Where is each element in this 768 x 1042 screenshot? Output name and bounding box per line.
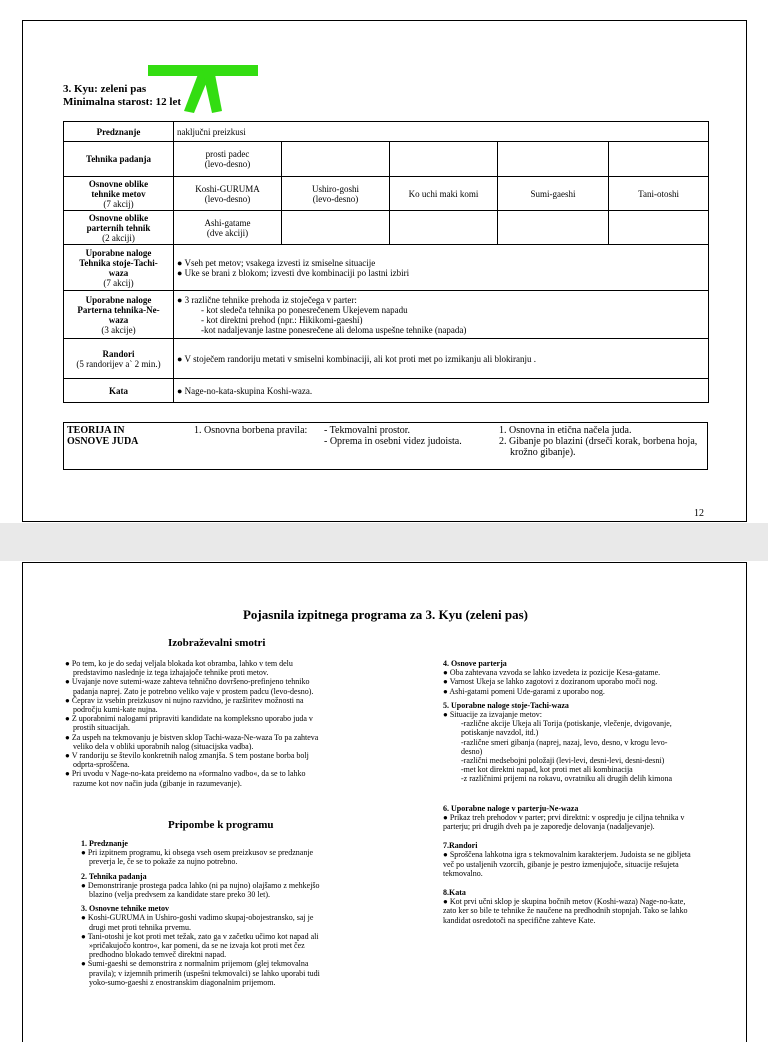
cell xyxy=(174,245,709,291)
row-label: Tehnika padanja xyxy=(64,142,174,177)
note-line: -z različnimi prijemi na rokavu, ovratniku ali drugih delih kimona xyxy=(461,774,673,784)
label-text: parternih tehnik xyxy=(86,222,151,233)
note-line: predhodno blokado temveč direktni napad. xyxy=(89,950,227,960)
note-line: ● Sproščena lahkotna igra s tekmovalnim karakterjem. Judoista se ne gibljeta xyxy=(443,850,691,860)
cell xyxy=(390,211,498,245)
table-row xyxy=(64,122,709,142)
theory-text: 2. Gibanje po blazini (drseči korak, borbena hoja, xyxy=(499,436,698,447)
label-text: tehnike metov xyxy=(91,188,146,199)
note-heading: 4. Osnove parterja xyxy=(443,659,507,668)
theory-col-2 xyxy=(324,425,462,447)
left-column-notes xyxy=(81,839,401,987)
theory-text: 1. Osnovna borbena pravila: xyxy=(194,425,308,436)
page-gap xyxy=(0,523,768,561)
row-label xyxy=(64,291,174,339)
cell-text: ● Vseh pet metov; vsakega izvesti iz smiselne situacije xyxy=(177,257,376,268)
note-line: kandidat osredotoči na specifične zahteve Kate. xyxy=(443,915,596,925)
document-page-12 xyxy=(22,20,747,522)
note-line: več po ustaljenih vzorcih, gibanje je pestro izmenjujoče, situacije rešujeta xyxy=(443,859,679,869)
cell: naključni preizkusi xyxy=(174,122,709,142)
row-label: Kata xyxy=(64,379,174,403)
cell xyxy=(390,142,498,177)
theory-text: 1. Osnovna in etična načela juda. xyxy=(499,425,632,436)
label-text: (5 randorijev a` 2 min.) xyxy=(76,358,161,369)
cell-text: Ushiro-goshi xyxy=(312,183,359,194)
note-heading: 2. Tehnika padanja xyxy=(81,871,147,881)
bullet-line: odprta-sproščena. xyxy=(73,760,130,770)
bullet-line: področju kumi-kate nujna. xyxy=(73,705,158,715)
theory-title xyxy=(67,425,157,447)
cell-text: (levo-desno) xyxy=(312,193,359,204)
theory-col-1 xyxy=(194,425,307,436)
note-line: ● Varnost Ukeja se lahko zagotovi z doziranom uporabo moči nog. xyxy=(443,677,658,687)
bullet-line: padanja naprej. Zato je potrebno veliko vaje v prostem padcu (levo-desno). xyxy=(73,686,314,696)
note-heading: 1. Predznanje xyxy=(81,839,128,848)
label-text: waza xyxy=(108,314,129,325)
note-line: ● Prikaz treh prehodov v parter; prvi direktni: v ospredju je ciljna tehnika v xyxy=(443,812,685,822)
bullet-line: ● Pri uvodu v Nage-no-kata preidemo na »formalno vadbo«, da se to lahko xyxy=(65,769,306,779)
cell-text: (levo-desno) xyxy=(204,193,251,204)
cell: ● Nage-no-kata-skupina Koshi-waza. xyxy=(174,379,709,403)
section-heading: Pripombe k programu xyxy=(168,819,274,831)
table-row xyxy=(64,245,709,291)
left-column-bullets xyxy=(65,659,395,788)
table-row xyxy=(64,177,709,211)
exam-heading xyxy=(63,83,181,109)
bullet-line: ● V randoriju se število konkretnih nalog zmanjša. S tem postane borba bolj xyxy=(65,751,309,761)
note-line: -različni medsebojni položaji (levi-levi, desni-levi, desni-desni) xyxy=(461,756,665,766)
table-row xyxy=(64,339,709,379)
label-text: (7 akcij) xyxy=(103,198,134,209)
note-line: »pričakujočo kontro«, kar pomeni, da se ne izvaja kot proti met čez xyxy=(89,941,305,951)
note-heading: 3. Osnovne tehnike metov xyxy=(81,904,169,914)
cell xyxy=(609,211,709,245)
bullet-line: ● Uvajanje nove sutemi-waze zahteva tehnično dovršeno-prefinjeno tehniko xyxy=(65,677,310,687)
label-text: (3 akcije) xyxy=(101,324,136,335)
row-label xyxy=(64,339,174,379)
note-line: zato ker so bile te tehnike že naučene na predhodnih stopnjah. Tako se lahko xyxy=(443,906,688,916)
note-line: ● Tani-otoshi je kot proti met težak, zato ga v začetku učimo kot napad ali xyxy=(81,931,319,941)
cell-text: ● 3 različne tehnike prehoda iz stoječega v parter: xyxy=(177,294,357,305)
right-column-notes xyxy=(443,659,733,925)
label-text: (7 akcij) xyxy=(103,277,134,288)
label-text: Uporabne naloge xyxy=(85,247,152,258)
document-page-13 xyxy=(22,562,747,1042)
note-line: -met kot direktni napad, kot proti met ali kombinacija xyxy=(461,765,633,775)
cell-text: - kot direktni prehod (npr.: Hikikomi-gaeshi) xyxy=(201,314,363,325)
cell: ● V stoječem randoriju metati v smiselni kombinaciji, ali kot proti met po izmikanju ali blokiranju . xyxy=(174,339,709,379)
cell xyxy=(174,291,709,339)
cell-text: Koshi-GURUMA xyxy=(195,183,260,194)
table-row xyxy=(64,379,709,403)
table-row xyxy=(64,211,709,245)
row-label xyxy=(64,177,174,211)
page-title: Pojasnila izpitnega programa za 3. Kyu (zeleni pas) xyxy=(242,607,529,622)
note-heading: 6. Uporabne naloge v parterju-Ne-waza xyxy=(443,803,579,813)
theory-box xyxy=(63,422,708,470)
theory-text: - Tekmovalni prostor. xyxy=(324,425,411,436)
note-line: ● Ashi-gatami pomeni Ude-garami z uporabo nog. xyxy=(443,686,605,696)
table-row xyxy=(64,291,709,339)
note-line: ● Koshi-GURUMA in Ushiro-goshi vadimo skupaj-obojestransko, saj je xyxy=(81,913,314,923)
cell xyxy=(174,142,282,177)
cell xyxy=(282,142,390,177)
cell xyxy=(174,211,282,245)
note-line: potiskanje navzdol, itd.) xyxy=(461,728,539,738)
cell: Ko uchi maki komi xyxy=(390,177,498,211)
note-line: ● Demonstriranje prostega padca lahko (ni pa nujno) olajšamo z mehkejšo xyxy=(81,880,320,890)
kyu-title: 3. Kyu: zeleni pas xyxy=(63,83,147,95)
note-heading: 8.Kata xyxy=(443,888,466,898)
label-text: Osnovne oblike xyxy=(88,178,149,189)
theory-col-3 xyxy=(499,425,697,458)
minimum-age: Minimalna starost: 12 let xyxy=(63,96,182,108)
row-label xyxy=(64,211,174,245)
note-line: ● Pri izpitnem programu, ki obsega vseh osem preizkusov se predznanje xyxy=(81,848,314,858)
note-heading: 5. Uporabne naloge stoje-Tachi-waza xyxy=(443,700,569,710)
note-line: desno) xyxy=(461,746,483,756)
note-line: -različne akcije Ukeja ali Torija (potiskanje, vlečenje, dvigovanje, xyxy=(461,719,672,729)
cell: Tani-otoshi xyxy=(609,177,709,211)
cell xyxy=(498,211,609,245)
cell-text: (levo-desno) xyxy=(204,159,251,169)
section-heading: Izobraževalni smotri xyxy=(168,637,266,649)
cell xyxy=(609,142,709,177)
bullet-line: veliko dela v obliki uporabnih nalog (situacijska vadba). xyxy=(73,741,254,751)
note-line: pravila); v izjemnih primerih (uspešni tekmovalci) se lahko uporabi tudi xyxy=(89,968,320,978)
cell xyxy=(174,177,282,211)
theory-text: krožno gibanje). xyxy=(510,447,576,458)
note-line: -različne smeri gibanja (naprej, nazaj, levo, desno, v krogu levo- xyxy=(461,737,668,747)
note-line: yoko-sumo-gaeshi z enostranskim diagonalnim prijemom. xyxy=(89,977,276,987)
note-line: ● Oba zahtevana vzvoda se lahko izvedeta iz pozicije Kesa-gatame. xyxy=(443,668,661,678)
bullet-line: ● Čeprav iz vsebin preizkusov ni nujno razvidno, je razširitev možnosti na xyxy=(65,695,304,705)
label-text: Uporabne naloge xyxy=(85,294,152,305)
cell-text: (dve akciji) xyxy=(206,227,249,238)
note-line: tekmovalno. xyxy=(443,868,483,878)
row-label: Predznanje xyxy=(64,122,174,142)
title-text: OSNOVE JUDA xyxy=(67,436,139,447)
note-line: ● Sumi-gaeshi se demonstrira z normalnim prijemom (glej tekmovalna xyxy=(81,959,309,969)
cell: Sumi-gaeshi xyxy=(498,177,609,211)
note-line: preverja le, če se to pokaže za nujno potrebno. xyxy=(89,857,238,867)
row-label xyxy=(64,245,174,291)
note-line: blazino (velja predvsem za kandidate stare preko 30 let). xyxy=(89,890,271,900)
table-row xyxy=(64,142,709,177)
exam-program-table xyxy=(63,121,709,403)
label-text: Osnovne oblike xyxy=(88,212,149,223)
note-line: drugi met proti tehnika prvemu. xyxy=(89,922,191,932)
label-text: Tehnika stoje-Tachi- xyxy=(79,257,158,268)
label-text: waza xyxy=(108,267,129,278)
cell-text: prosti padec xyxy=(205,149,250,159)
bullet-line: razume kot nov način juda (gibanje in razumevanje). xyxy=(73,778,242,788)
note-line: ● Situacije za izvajanje metov: xyxy=(443,710,543,720)
bullet-line: prostih situacijah. xyxy=(73,723,130,733)
label-text: (2 akciji) xyxy=(102,232,135,243)
label-text: Parterna tehnika-Ne- xyxy=(77,304,160,315)
bullet-line: ● Z uporabnimi nalogami pripraviti kandidate na kompleksno uporabo juda v xyxy=(65,714,313,724)
bullet-line: predstavimo naslednje iz tega izhajajoče tehnike proti metov. xyxy=(73,668,269,678)
cell-text: -kot nadaljevanje lastne ponesrečene ali deloma uspešne tehnike (napada) xyxy=(201,324,467,335)
note-line: parterju; pri drugih dveh pa je zaporedje delovanja (nadaljevanje). xyxy=(443,822,655,832)
note-line: ● Kot prvi učni sklop je skupina bočnih metov (Koshi-waza) Nage-no-kate, xyxy=(443,897,686,907)
cell-text: - kot sledeča tehnika po ponesrečenem Ukejevem napadu xyxy=(201,304,408,315)
note-heading: 7.Randori xyxy=(443,841,478,851)
page-number: 12 xyxy=(694,508,704,519)
theory-text: - Oprema in osebni videz judoista. xyxy=(324,436,462,447)
cell xyxy=(282,211,390,245)
bullet-line: ● Za uspeh na tekmovanju je bistven sklop Tachi-waza-Ne-waza To pa zahteva xyxy=(65,732,319,742)
bullet-line: ● Po tem, ko je do sedaj veljala blokada kot obramba, lahko v tem delu xyxy=(65,659,293,668)
cell-text: ● Uke se brani z blokom; izvesti dve kombinaciji po lastni izbiri xyxy=(177,267,410,278)
cell xyxy=(498,142,609,177)
label-text: Randori xyxy=(102,348,135,359)
cell xyxy=(282,177,390,211)
cell-text: Ashi-gatame xyxy=(204,217,251,228)
title-text: TEORIJA IN xyxy=(67,425,125,436)
